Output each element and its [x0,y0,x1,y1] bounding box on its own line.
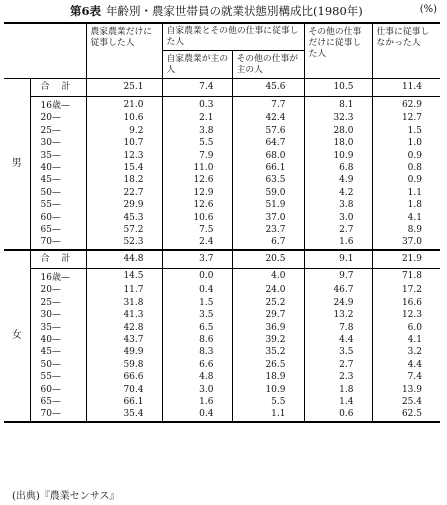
age-label: 35— [30,322,86,334]
table-cell: 18.2 [86,174,162,186]
total-cell: 21.9 [372,250,440,269]
header-col3: その他の仕事が主の人 [232,51,304,79]
table-row [4,322,440,334]
unit-label: (%) [419,4,437,15]
table-cell: 4.2 [304,187,372,199]
age-label: 20— [30,112,86,124]
table-row [4,150,440,162]
table-cell: 1.4 [304,396,372,408]
table-cell: 0.6 [304,408,372,421]
table-cell: 0.4 [162,408,232,421]
table-cell: 1.6 [162,396,232,408]
table-cell: 31.8 [86,297,162,309]
table-cell: 42.8 [86,322,162,334]
total-cell: 25.1 [86,79,162,97]
table-row [4,384,440,396]
table-row [4,359,440,371]
age-label: 50— [30,187,86,199]
table-cell: 62.9 [372,97,440,113]
table-cell: 35.4 [86,408,162,421]
table-row [4,187,440,199]
table-cell: 7.5 [162,224,232,236]
table-cell: 70.4 [86,384,162,396]
total-row [4,79,440,97]
table-cell: 28.0 [304,125,372,137]
table-cell: 32.3 [304,112,372,124]
table-cell: 46.7 [304,284,372,296]
table-cell: 66.1 [232,162,304,174]
table-row [4,371,440,383]
table-cell: 7.8 [304,322,372,334]
table-cell: 66.1 [86,396,162,408]
sex-label: 女 [4,250,30,422]
table-cell: 0.9 [372,174,440,186]
table-cell: 12.3 [86,150,162,162]
age-label: 70— [30,236,86,249]
table-cell: 3.8 [304,199,372,211]
table-cell: 14.5 [86,268,162,284]
table-cell: 1.5 [372,125,440,137]
age-label: 60— [30,384,86,396]
table-cell: 26.5 [232,359,304,371]
table-row [4,199,440,211]
table-cell: 4.4 [304,334,372,346]
age-label: 55— [30,199,86,211]
age-label: 25— [30,297,86,309]
table-cell: 21.0 [86,97,162,113]
age-label: 25— [30,125,86,137]
table-row [4,268,440,284]
table-row [4,112,440,124]
table-cell: 3.5 [162,309,232,321]
sex-label: 男 [4,79,30,250]
table-cell: 8.9 [372,224,440,236]
table-row [4,309,440,321]
total-row [4,250,440,269]
source-note: (出典)『農業センサス』 [12,491,120,502]
table-cell: 41.3 [86,309,162,321]
total-cell: 44.8 [86,250,162,269]
table-cell: 10.9 [232,384,304,396]
table-cell: 12.7 [372,112,440,124]
table-cell: 11.0 [162,162,232,174]
age-label: 55— [30,371,86,383]
table-cell: 35.2 [232,346,304,358]
total-label: 合計 [30,250,86,269]
table-cell: 3.0 [162,384,232,396]
age-label: 40— [30,162,86,174]
table-cell: 6.8 [304,162,372,174]
header-corner-sex [4,23,30,79]
header-col5: 仕事に従事しなかった人 [372,23,440,79]
table-cell: 4.1 [372,334,440,346]
table-row [4,174,440,186]
table-cell: 37.0 [232,212,304,224]
table-row [4,334,440,346]
total-cell: 20.5 [232,250,304,269]
age-label: 45— [30,174,86,186]
table-cell: 59.8 [86,359,162,371]
table-cell: 64.7 [232,137,304,149]
table-title-text: 年齢別・農家世帯員の就業状態別構成比(1980年) [106,4,363,18]
header-col-group: 自家農業とその他の仕事に従事した人 [162,23,304,51]
table-cell: 43.7 [86,334,162,346]
table-cell: 51.9 [232,199,304,211]
table-cell: 2.1 [162,112,232,124]
table-cell: 62.5 [372,408,440,421]
table-cell: 8.6 [162,334,232,346]
table-cell: 63.5 [232,174,304,186]
table-cell: 22.7 [86,187,162,199]
table-cell: 7.7 [232,97,304,113]
table-row [4,162,440,174]
table-cell: 45.3 [86,212,162,224]
table-cell: 4.0 [232,268,304,284]
table-cell: 1.8 [372,199,440,211]
table-cell: 12.6 [162,174,232,186]
table-cell: 57.6 [232,125,304,137]
header-col4: その他の仕事だけに従事した人 [304,23,372,79]
header-col1: 農家農業だけに従事した人 [86,23,162,79]
age-label: 40— [30,334,86,346]
table-row [4,224,440,236]
age-label: 35— [30,150,86,162]
table-cell: 18.0 [304,137,372,149]
table-cell: 18.9 [232,371,304,383]
table-cell: 15.4 [86,162,162,174]
total-label: 合計 [30,79,86,97]
table-cell: 6.0 [372,322,440,334]
header-col2: 自家農業が主の人 [162,51,232,79]
age-label: 16歳— [30,268,86,284]
table-row [4,408,440,421]
table-cell: 17.2 [372,284,440,296]
total-cell: 3.7 [162,250,232,269]
table-cell: 37.0 [372,236,440,249]
table-cell: 12.6 [162,199,232,211]
age-label: 30— [30,137,86,149]
age-label: 45— [30,346,86,358]
table-cell: 9.2 [86,125,162,137]
table-cell: 49.9 [86,346,162,358]
table-cell: 0.4 [162,284,232,296]
table-cell: 24.0 [232,284,304,296]
table-cell: 10.6 [162,212,232,224]
table-cell: 1.0 [372,137,440,149]
table-cell: 4.9 [304,174,372,186]
table-row [4,346,440,358]
table-title [70,3,363,19]
table-cell: 6.5 [162,322,232,334]
table-body [4,79,440,422]
table-cell: 0.3 [162,97,232,113]
table-row [4,137,440,149]
table-cell: 1.1 [232,408,304,421]
table-cell: 36.9 [232,322,304,334]
total-cell: 11.4 [372,79,440,97]
age-label: 16歳— [30,97,86,113]
table-cell: 10.7 [86,137,162,149]
table-cell: 3.0 [304,212,372,224]
table-row [4,396,440,408]
table-cell: 9.7 [304,268,372,284]
age-label: 20— [30,284,86,296]
table-cell: 25.4 [372,396,440,408]
table-cell: 5.5 [232,396,304,408]
table-cell: 10.9 [304,150,372,162]
table-cell: 59.0 [232,187,304,199]
table-cell: 2.4 [162,236,232,249]
table-cell: 8.3 [162,346,232,358]
table-cell: 2.7 [304,359,372,371]
title-row [0,3,447,21]
table-cell: 4.1 [372,212,440,224]
age-label: 50— [30,359,86,371]
table-cell: 0.0 [162,268,232,284]
table-cell: 57.2 [86,224,162,236]
table-cell: 7.4 [372,371,440,383]
table-cell: 6.7 [232,236,304,249]
table-row [4,125,440,137]
total-cell: 45.6 [232,79,304,97]
table-row [4,297,440,309]
table-cell: 12.9 [162,187,232,199]
age-label: 30— [30,309,86,321]
table-cell: 3.2 [372,346,440,358]
table-row [4,97,440,113]
table-cell: 39.2 [232,334,304,346]
table-cell: 42.4 [232,112,304,124]
age-label: 65— [30,224,86,236]
table-cell: 12.3 [372,309,440,321]
table-cell: 1.8 [304,384,372,396]
total-cell: 10.5 [304,79,372,97]
table-cell: 16.6 [372,297,440,309]
table-cell: 13.2 [304,309,372,321]
table-cell: 0.8 [372,162,440,174]
employment-table [4,22,440,423]
table-cell: 71.8 [372,268,440,284]
table-cell: 6.6 [162,359,232,371]
table-cell: 29.7 [232,309,304,321]
table-cell: 52.3 [86,236,162,249]
age-label: 65— [30,396,86,408]
table-cell: 2.3 [304,371,372,383]
table-cell: 10.6 [86,112,162,124]
age-label: 60— [30,212,86,224]
table-cell: 1.5 [162,297,232,309]
total-cell: 9.1 [304,250,372,269]
table-cell: 68.0 [232,150,304,162]
table-cell: 3.8 [162,125,232,137]
age-label: 70— [30,408,86,421]
table-cell: 5.5 [162,137,232,149]
table-cell: 2.7 [304,224,372,236]
table-cell: 3.5 [304,346,372,358]
table-cell: 7.9 [162,150,232,162]
table-row [4,212,440,224]
table-number: 第6表 [70,4,102,18]
header-corner-age [30,23,86,79]
table-row [4,284,440,296]
table-cell: 1.1 [372,187,440,199]
table-cell: 25.2 [232,297,304,309]
table-cell: 29.9 [86,199,162,211]
table-cell: 13.9 [372,384,440,396]
table-cell: 23.7 [232,224,304,236]
table-cell: 4.8 [162,371,232,383]
table-cell: 24.9 [304,297,372,309]
table-cell: 66.6 [86,371,162,383]
total-cell: 7.4 [162,79,232,97]
table-cell: 4.4 [372,359,440,371]
table-cell: 1.6 [304,236,372,249]
table-cell: 8.1 [304,97,372,113]
table-row [4,236,440,249]
table-cell: 0.9 [372,150,440,162]
table-cell: 11.7 [86,284,162,296]
